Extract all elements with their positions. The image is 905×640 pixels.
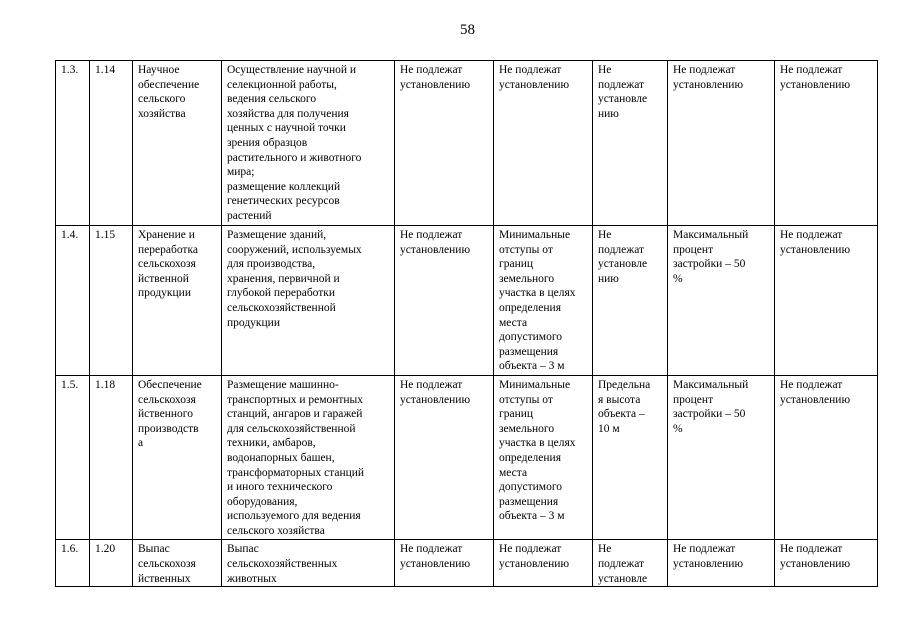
- cell-text: Не подлежат установлению: [780, 543, 851, 571]
- parameter-cell: [775, 540, 878, 587]
- page-number: 58: [460, 22, 475, 38]
- parameter-cell: Не подлежат установлению: [668, 61, 775, 226]
- cell-text: Не подлежат установле: [598, 543, 648, 585]
- usage-code: [90, 540, 133, 587]
- parameter-cell: Не подлежат установлению: [775, 226, 878, 376]
- parameter-cell: [494, 540, 593, 587]
- regulations-table: [55, 60, 878, 587]
- parameter-cell: Максимальный процент застройки – 50 %: [668, 226, 775, 376]
- parameter-cell: Не подлежат установле нию: [593, 61, 668, 226]
- parameter-cell: Не подлежат установлению: [395, 375, 494, 540]
- usage-name: Обеспечение сельскохозя йственного производств а: [133, 375, 222, 540]
- row-number: 1.4.: [56, 226, 90, 376]
- parameter-cell: [593, 540, 668, 587]
- usage-description: [222, 540, 395, 587]
- cell-text: Не подлежат установлению: [673, 543, 744, 571]
- cell-text: Выпас сельскохозяйственных животных: [227, 543, 338, 585]
- usage-code: 1.14: [90, 61, 133, 226]
- cell-text: Не подлежат установлению: [400, 543, 471, 571]
- parameter-cell: Минимальные отступы от границ земельного участка в целях определения места допустимого размещения объекта – 3 м: [494, 226, 593, 376]
- parameter-cell: Не подлежат установлению: [395, 226, 494, 376]
- usage-code: 1.15: [90, 226, 133, 376]
- parameter-cell: Не подлежат установлению: [775, 375, 878, 540]
- table-row: [56, 61, 878, 226]
- usage-description: Размещение зданий, сооружений, используемых для производства, хранения, первичной и глубокой переработки сельскохозяйственной продукции: [222, 226, 395, 376]
- table-row: [56, 375, 878, 540]
- cell-text: Выпас сельскохозя йственных: [138, 543, 196, 585]
- cell-text: 1.20: [95, 543, 116, 556]
- table-row: [56, 540, 878, 587]
- parameter-cell: Минимальные отступы от границ земельного участка в целях определения места допустимого размещения объекта – 3 м: [494, 375, 593, 540]
- parameter-cell: Не подлежат установлению: [494, 61, 593, 226]
- usage-description: Осуществление научной и селекционной работы, ведения сельского хозяйства для получения ценных с научной точки зрения образцов растительного и животного мира; размещение коллекций генетических ресурсов растений: [222, 61, 395, 226]
- row-number: 1.3.: [56, 61, 90, 226]
- row-number: 1.5.: [56, 375, 90, 540]
- usage-name: [133, 540, 222, 587]
- parameter-cell: Не подлежат установлению: [395, 61, 494, 226]
- usage-name: Хранение и переработка сельскохозя йственной продукции: [133, 226, 222, 376]
- cell-text: Не подлежат установлению: [499, 543, 570, 571]
- usage-description: Размещение машинно- транспортных и ремонтных станций, ангаров и гаражей для сельскохозяйственной техники, амбаров, водонапорных башен, трансформаторных станций и иного технического оборудования, используемого для ведения сельского хозяйства: [222, 375, 395, 540]
- usage-code: 1.18: [90, 375, 133, 540]
- parameter-cell: Не подлежат установлению: [775, 61, 878, 226]
- parameter-cell: Предельна я высота объекта – 10 м: [593, 375, 668, 540]
- cell-text: 1.6.: [61, 543, 79, 556]
- table-row: [56, 226, 878, 376]
- parameter-cell: Максимальный процент застройки – 50 %: [668, 375, 775, 540]
- parameter-cell: Не подлежат установле нию: [593, 226, 668, 376]
- row-number: [56, 540, 90, 587]
- parameter-cell: [395, 540, 494, 587]
- parameter-cell: [668, 540, 775, 587]
- usage-name: Научное обеспечение сельского хозяйства: [133, 61, 222, 226]
